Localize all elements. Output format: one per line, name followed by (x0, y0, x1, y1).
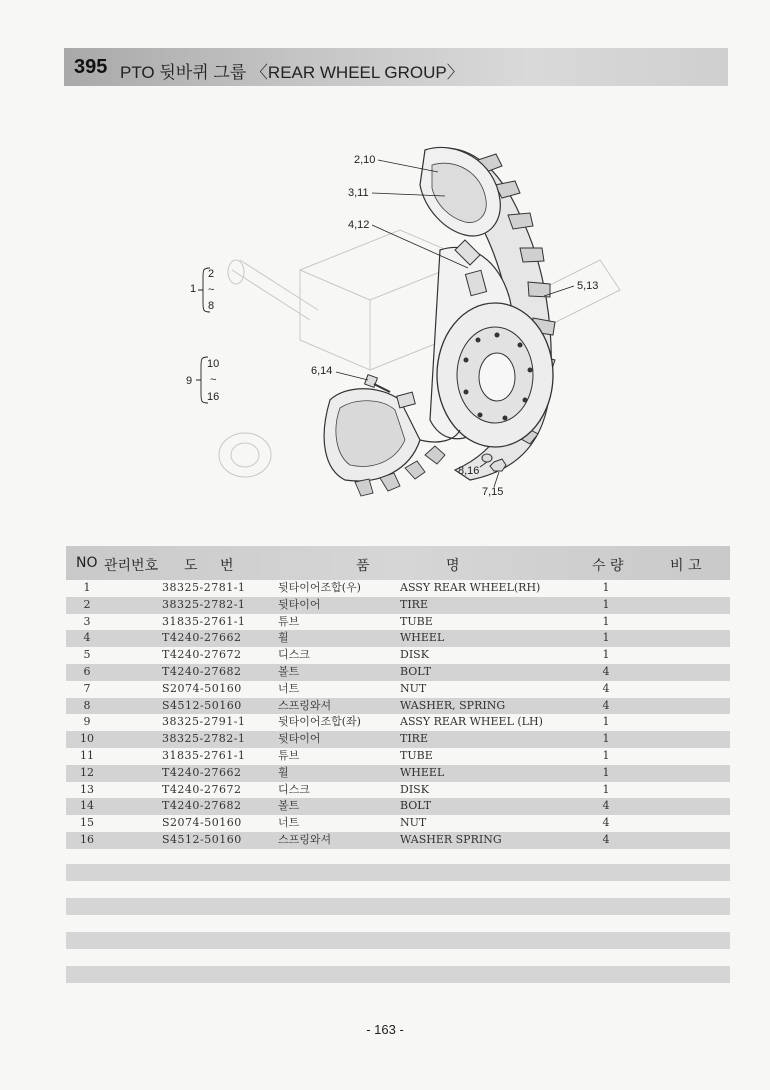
row-english-name: NUT (400, 681, 427, 695)
table-row (66, 681, 730, 698)
svg-text:~: ~ (210, 374, 217, 386)
page-number: - 163 - (366, 1022, 404, 1037)
row-no: 14 (80, 799, 94, 813)
row-english-name: DISK (400, 648, 429, 662)
row-english-name: WHEEL (400, 765, 445, 779)
col-name-1: 품 (356, 558, 370, 574)
row-korean-name: 튜브 (278, 748, 300, 762)
col-qty: 수 량 (592, 558, 624, 574)
row-korean-name: 뒷타이어조합(좌) (278, 715, 361, 729)
row-english-name: TIRE (400, 732, 428, 746)
col-no: NO (76, 555, 98, 571)
row-part-number: S2074-50160 (162, 816, 242, 830)
row-korean-name: 튜브 (278, 614, 300, 628)
row-quantity: 1 (602, 581, 610, 594)
group-1-bracket (190, 268, 214, 312)
row-part-number: 38325-2782-1 (162, 597, 246, 611)
row-english-name: TUBE (400, 614, 433, 628)
row-english-name: WASHER SPRING (400, 832, 502, 846)
row-english-name: WHEEL (400, 631, 445, 645)
svg-text:~: ~ (208, 284, 215, 296)
callout-2-10: 2,10 (354, 154, 376, 166)
callout-4-12: 4,12 (348, 219, 370, 231)
col-remark: 비 고 (670, 558, 702, 574)
row-part-number: T4240-27682 (162, 799, 242, 813)
row-english-name: BOLT (400, 799, 432, 813)
row-quantity: 4 (602, 698, 610, 712)
table-row (66, 664, 730, 681)
table-row (66, 815, 730, 832)
row-no: 15 (80, 816, 94, 830)
row-english-name: TIRE (400, 597, 428, 611)
row-korean-name: 뒷타이어 (278, 597, 321, 611)
table-row (66, 630, 730, 647)
svg-text:1: 1 (190, 283, 197, 295)
table-row (66, 731, 730, 748)
row-korean-name: 휠 (278, 631, 289, 645)
row-no: 9 (83, 715, 91, 729)
row-korean-name: 스프링와셔 (278, 832, 332, 846)
row-part-number: S2074-50160 (162, 681, 242, 695)
row-english-name: WASHER, SPRING (400, 698, 506, 712)
row-part-number: 38325-2782-1 (162, 732, 246, 746)
row-english-name: ASSY REAR WHEEL(RH) (400, 581, 541, 594)
table-row (66, 748, 730, 765)
row-quantity: 1 (602, 631, 610, 645)
callout-7-15: 7,15 (482, 486, 504, 498)
row-korean-name: 볼트 (278, 664, 300, 678)
row-no: 10 (80, 732, 94, 746)
row-korean-name: 뒷타이어 (278, 732, 321, 746)
row-quantity: 1 (602, 648, 610, 662)
row-quantity: 1 (602, 748, 610, 762)
wheel-disk (437, 303, 553, 447)
svg-text:16: 16 (207, 391, 220, 403)
row-part-number: T4240-27662 (162, 631, 242, 645)
svg-text:10: 10 (207, 358, 220, 370)
row-quantity: 4 (602, 681, 610, 695)
parts-table-body (66, 580, 730, 849)
svg-text:9: 9 (186, 375, 193, 387)
row-korean-name: 뒷타이어조합(우) (278, 581, 361, 594)
row-korean-name: 너트 (278, 816, 300, 830)
callout-3-11: 3,11 (348, 187, 369, 199)
row-no: 16 (80, 832, 94, 846)
table-row (66, 832, 730, 849)
row-english-name: ASSY REAR WHEEL (LH) (400, 715, 543, 729)
row-quantity: 1 (602, 732, 610, 746)
callout-8-16: 8,16 (458, 465, 480, 477)
row-part-number: T4240-27672 (162, 782, 242, 796)
row-no: 2 (83, 597, 91, 611)
svg-text:8: 8 (208, 300, 215, 312)
row-korean-name: 스프링와셔 (278, 698, 332, 712)
blank-row-band (66, 966, 730, 983)
row-quantity: 1 (602, 782, 610, 796)
row-english-name: DISK (400, 782, 429, 796)
row-quantity: 4 (602, 799, 610, 813)
row-korean-name: 너트 (278, 681, 300, 695)
row-quantity: 1 (602, 765, 610, 779)
table-row (66, 580, 730, 597)
row-korean-name: 볼트 (278, 799, 300, 813)
row-no: 8 (83, 698, 91, 712)
col-drawing-1: 도 (184, 558, 198, 574)
exploded-parts-diagram (0, 0, 770, 540)
row-quantity: 4 (602, 664, 610, 678)
row-no: 13 (80, 782, 94, 796)
col-drawing-2: 번 (220, 558, 234, 574)
blank-row-band (66, 932, 730, 949)
row-english-name: BOLT (400, 664, 432, 678)
row-quantity: 1 (602, 614, 610, 628)
blank-row-band (66, 864, 730, 881)
table-row (66, 597, 730, 614)
table-row (66, 647, 730, 664)
col-name-2: 명 (446, 558, 460, 574)
callout-6-14: 6,14 (311, 365, 333, 377)
row-no: 7 (83, 681, 91, 695)
table-row (66, 765, 730, 782)
table-row (66, 798, 730, 815)
row-part-number: S4512-50160 (162, 832, 242, 846)
svg-text:2: 2 (208, 268, 215, 280)
group-number: 395 (74, 56, 108, 78)
row-korean-name: 휠 (278, 765, 289, 779)
callout-5-13: 5,13 (577, 280, 599, 292)
row-quantity: 1 (602, 597, 610, 611)
table-row (66, 782, 730, 799)
table-row (66, 614, 730, 631)
row-part-number: 31835-2761-1 (162, 614, 246, 628)
row-part-number: 31835-2761-1 (162, 748, 246, 762)
page-title: PTO 뒷바퀴 그룹 〈REAR WHEEL GROUP〉 (120, 63, 464, 82)
row-english-name: NUT (400, 816, 427, 830)
row-no: 3 (83, 614, 91, 628)
row-no: 1 (83, 581, 91, 594)
parts-table-header (66, 546, 730, 580)
table-row (66, 698, 730, 715)
row-english-name: TUBE (400, 748, 433, 762)
row-part-number: T4240-27662 (162, 765, 242, 779)
row-no: 12 (80, 765, 94, 779)
row-part-number: 38325-2791-1 (162, 715, 246, 729)
row-part-number: S4512-50160 (162, 698, 242, 712)
table-row (66, 714, 730, 731)
row-korean-name: 디스크 (278, 782, 310, 796)
row-no: 6 (83, 664, 91, 678)
row-part-number: T4240-27682 (162, 664, 242, 678)
row-quantity: 4 (602, 816, 610, 830)
row-no: 4 (83, 631, 91, 645)
row-korean-name: 디스크 (278, 648, 310, 662)
col-mgmt: 관리번호 (104, 558, 159, 574)
row-quantity: 1 (602, 715, 610, 729)
row-no: 5 (83, 648, 91, 662)
row-part-number: 38325-2781-1 (162, 581, 246, 594)
blank-row-band (66, 898, 730, 915)
row-part-number: T4240-27672 (162, 648, 242, 662)
row-no: 11 (80, 748, 94, 762)
group-9-bracket (186, 357, 219, 403)
row-quantity: 4 (602, 832, 610, 846)
